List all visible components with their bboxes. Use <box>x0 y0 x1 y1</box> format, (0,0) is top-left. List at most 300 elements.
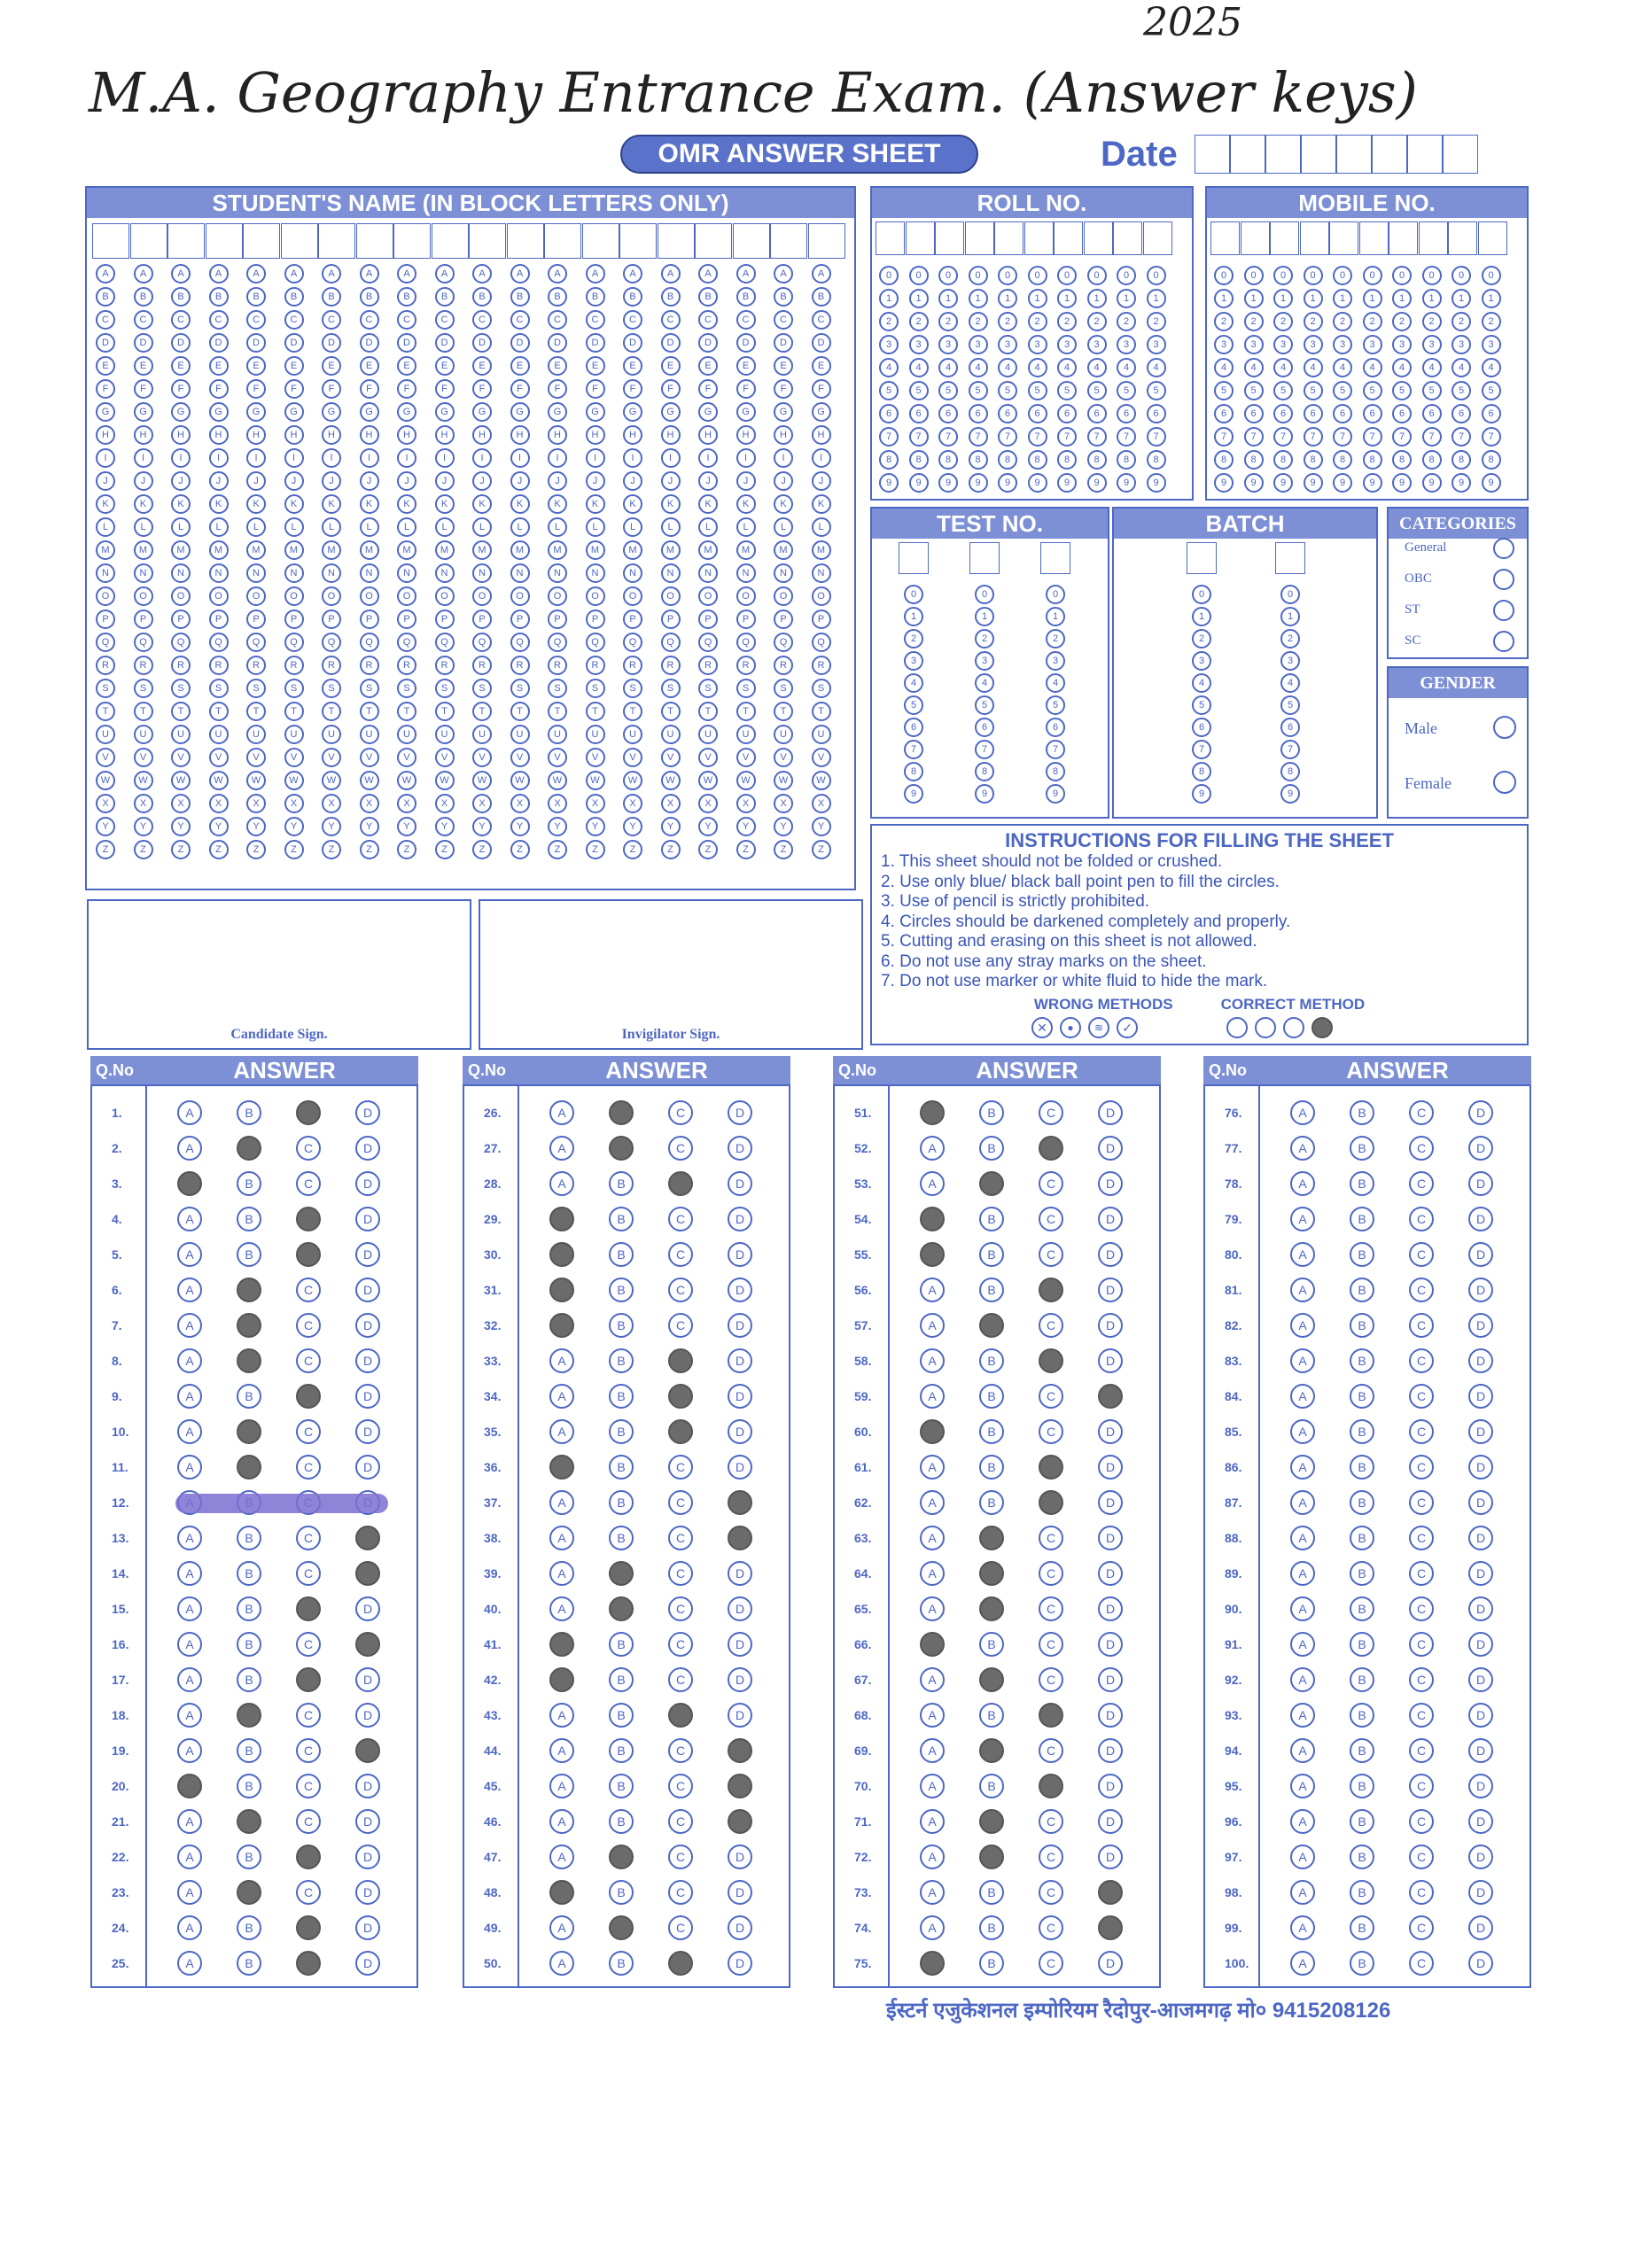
answer-bubble[interactable] <box>549 1880 574 1905</box>
digit-bubble[interactable]: 9 <box>1028 473 1047 493</box>
digit-bubble[interactable]: 7 <box>1280 740 1300 759</box>
digit-bubble[interactable]: 2 <box>1363 312 1382 331</box>
digit-bubble[interactable]: 0 <box>1422 266 1442 285</box>
name-letter-bubble[interactable]: Q <box>510 633 530 652</box>
digit-bubble[interactable]: 2 <box>879 312 899 331</box>
name-letter-bubble[interactable]: S <box>209 679 229 698</box>
name-letter-bubble[interactable]: W <box>134 771 153 790</box>
answer-bubble[interactable]: B <box>1350 1880 1374 1905</box>
name-letter-bubble[interactable]: D <box>623 333 642 353</box>
answer-bubble[interactable]: A <box>177 1667 202 1692</box>
name-letter-bubble[interactable]: X <box>812 794 831 813</box>
answer-bubble[interactable]: A <box>549 1774 574 1798</box>
digit-bubble[interactable]: 3 <box>1028 335 1047 354</box>
digit-bubble[interactable]: 5 <box>1280 695 1300 715</box>
name-letter-bubble[interactable]: E <box>698 356 718 376</box>
name-letter-bubble[interactable]: U <box>171 725 191 744</box>
name-letter-bubble[interactable]: C <box>586 310 605 330</box>
digit-bubble[interactable]: 4 <box>1046 673 1065 693</box>
digit-bubble[interactable]: 5 <box>1452 381 1471 400</box>
answer-bubble[interactable] <box>1039 1490 1063 1515</box>
digit-bubble[interactable]: 5 <box>969 381 988 400</box>
name-letter-bubble[interactable]: K <box>96 494 115 514</box>
name-letter-bubble[interactable]: I <box>246 448 266 468</box>
digit-bubble[interactable]: 8 <box>938 450 958 470</box>
name-letter-bubble[interactable]: Y <box>623 817 642 836</box>
name-letter-bubble[interactable]: K <box>134 494 153 514</box>
name-letter-bubble[interactable]: P <box>510 610 530 629</box>
answer-bubble[interactable]: C <box>1039 1880 1063 1905</box>
answer-bubble[interactable]: C <box>1409 1278 1434 1302</box>
answer-bubble[interactable]: D <box>1098 1455 1123 1480</box>
name-letter-bubble[interactable]: G <box>171 402 191 422</box>
answer-bubble[interactable]: C <box>1039 1915 1063 1940</box>
name-letter-bubble[interactable]: E <box>472 356 492 376</box>
digit-bubble[interactable]: 0 <box>969 266 988 285</box>
answer-bubble[interactable]: C <box>1409 1738 1434 1763</box>
name-letter-bubble[interactable]: T <box>661 702 681 721</box>
name-letter-bubble[interactable]: P <box>623 610 642 629</box>
name-letter-bubble[interactable]: R <box>698 656 718 675</box>
answer-bubble[interactable]: C <box>1039 1845 1063 1869</box>
answer-bubble[interactable]: D <box>355 1419 380 1444</box>
name-letter-bubble[interactable]: W <box>623 771 642 790</box>
name-letter-bubble[interactable]: I <box>623 448 642 468</box>
answer-bubble[interactable]: A <box>549 1596 574 1621</box>
name-letter-bubble[interactable]: W <box>322 771 341 790</box>
name-letter-bubble[interactable]: Z <box>209 840 229 859</box>
digit-bubble[interactable]: 8 <box>998 450 1017 470</box>
digit-bubble[interactable]: 5 <box>1057 381 1077 400</box>
digit-bubble[interactable]: 7 <box>909 427 929 447</box>
digit-bubble[interactable]: 9 <box>904 784 923 804</box>
digit-bubble[interactable]: 7 <box>1057 427 1077 447</box>
answer-bubble[interactable]: C <box>1409 1880 1434 1905</box>
digit-bubble[interactable]: 4 <box>879 358 899 377</box>
name-letter-bubble[interactable]: D <box>736 333 756 353</box>
name-letter-bubble[interactable]: Q <box>209 633 229 652</box>
answer-bubble[interactable]: C <box>1409 1596 1434 1621</box>
name-letter-bubble[interactable]: S <box>246 679 266 698</box>
name-letter-bubble[interactable]: X <box>96 794 115 813</box>
name-letter-bubble[interactable]: E <box>171 356 191 376</box>
answer-bubble[interactable]: A <box>920 1596 945 1621</box>
answer-bubble[interactable]: C <box>668 1526 693 1550</box>
answer-bubble[interactable]: B <box>237 1596 261 1621</box>
name-letter-bubble[interactable]: Y <box>284 817 304 836</box>
name-letter-bubble[interactable]: Q <box>548 633 567 652</box>
name-letter-bubble[interactable]: C <box>246 310 266 330</box>
answer-bubble[interactable]: D <box>355 1809 380 1834</box>
answer-bubble[interactable]: C <box>1409 1313 1434 1338</box>
name-letter-bubble[interactable]: D <box>322 333 341 353</box>
answer-bubble[interactable]: A <box>1290 1384 1315 1409</box>
answer-bubble[interactable]: D <box>728 1703 752 1728</box>
answer-bubble[interactable]: A <box>177 1880 202 1905</box>
name-letter-bubble[interactable]: F <box>96 379 115 399</box>
name-letter-bubble[interactable]: L <box>548 517 567 537</box>
answer-bubble[interactable]: B <box>1350 1951 1374 1976</box>
name-letter-bubble[interactable]: C <box>134 310 153 330</box>
answer-bubble[interactable] <box>609 1561 634 1586</box>
digit-bubble[interactable]: 3 <box>1046 651 1065 671</box>
answer-bubble[interactable]: A <box>920 1348 945 1373</box>
name-letter-bubble[interactable]: G <box>623 402 642 422</box>
answer-bubble[interactable]: B <box>979 1278 1004 1302</box>
answer-bubble[interactable]: D <box>728 1348 752 1373</box>
digit-bubble[interactable]: 1 <box>938 289 958 308</box>
digit-entry-box[interactable] <box>965 221 994 255</box>
name-letter-bubble[interactable]: E <box>435 356 455 376</box>
digit-bubble[interactable]: 2 <box>1482 312 1501 331</box>
name-letter-bubble[interactable]: U <box>548 725 567 744</box>
digit-bubble[interactable]: 3 <box>1057 335 1077 354</box>
name-letter-box[interactable] <box>582 223 619 259</box>
answer-bubble[interactable]: B <box>237 1242 261 1267</box>
digit-entry-box[interactable] <box>1054 221 1083 255</box>
answer-bubble[interactable]: B <box>1350 1703 1374 1728</box>
name-letter-bubble[interactable]: Q <box>96 633 115 652</box>
digit-bubble[interactable]: 3 <box>1192 651 1211 671</box>
name-letter-bubble[interactable]: N <box>134 563 153 583</box>
name-letter-bubble[interactable]: B <box>774 287 793 307</box>
name-letter-bubble[interactable]: X <box>548 794 567 813</box>
name-letter-bubble[interactable]: X <box>209 794 229 813</box>
answer-bubble[interactable]: D <box>1098 1596 1123 1621</box>
answer-bubble[interactable]: D <box>355 1703 380 1728</box>
name-letter-bubble[interactable]: D <box>246 333 266 353</box>
digit-bubble[interactable]: 3 <box>1333 335 1352 354</box>
name-letter-bubble[interactable]: L <box>736 517 756 537</box>
name-letter-bubble[interactable]: C <box>360 310 379 330</box>
answer-bubble[interactable]: D <box>1468 1278 1493 1302</box>
answer-bubble[interactable]: A <box>177 1526 202 1550</box>
answer-bubble[interactable]: B <box>979 1951 1004 1976</box>
digit-bubble[interactable]: 9 <box>1422 473 1442 493</box>
name-letter-bubble[interactable]: I <box>397 448 416 468</box>
answer-bubble[interactable]: C <box>668 1632 693 1657</box>
answer-bubble[interactable]: C <box>1039 1171 1063 1196</box>
name-letter-bubble[interactable]: M <box>812 540 831 560</box>
name-letter-bubble[interactable]: K <box>209 494 229 514</box>
digit-bubble[interactable]: 4 <box>1280 673 1300 693</box>
answer-bubble[interactable] <box>979 1845 1004 1869</box>
name-letter-bubble[interactable]: M <box>435 540 455 560</box>
name-letter-bubble[interactable]: D <box>812 333 831 353</box>
name-letter-bubble[interactable]: O <box>397 586 416 606</box>
answer-bubble[interactable]: B <box>237 1100 261 1125</box>
digit-bubble[interactable]: 6 <box>1273 404 1293 423</box>
name-letter-bubble[interactable]: M <box>209 540 229 560</box>
digit-entry-box[interactable] <box>1329 221 1358 255</box>
name-letter-bubble[interactable]: E <box>586 356 605 376</box>
name-letter-bubble[interactable]: U <box>134 725 153 744</box>
name-letter-bubble[interactable]: U <box>246 725 266 744</box>
digit-bubble[interactable]: 6 <box>879 404 899 423</box>
name-letter-bubble[interactable]: H <box>435 425 455 445</box>
answer-bubble[interactable] <box>1039 1703 1063 1728</box>
name-letter-bubble[interactable]: W <box>171 771 191 790</box>
digit-bubble[interactable]: 6 <box>909 404 929 423</box>
digit-bubble[interactable]: 1 <box>879 289 899 308</box>
name-letter-bubble[interactable]: V <box>134 748 153 767</box>
digit-bubble[interactable]: 1 <box>909 289 929 308</box>
name-letter-bubble[interactable]: F <box>736 379 756 399</box>
digit-bubble[interactable]: 5 <box>938 381 958 400</box>
name-letter-bubble[interactable]: X <box>661 794 681 813</box>
answer-bubble[interactable] <box>728 1809 752 1834</box>
digit-bubble[interactable]: 4 <box>1147 358 1166 377</box>
name-letter-bubble[interactable]: K <box>435 494 455 514</box>
answer-bubble[interactable]: B <box>237 1171 261 1196</box>
name-letter-bubble[interactable]: J <box>435 471 455 491</box>
answer-bubble[interactable]: D <box>728 1632 752 1657</box>
answer-bubble[interactable]: C <box>1409 1632 1434 1657</box>
answer-bubble[interactable]: A <box>177 1384 202 1409</box>
answer-bubble[interactable]: C <box>296 1419 321 1444</box>
answer-bubble[interactable]: B <box>979 1880 1004 1905</box>
answer-bubble[interactable]: C <box>668 1136 693 1161</box>
gender-bubble[interactable] <box>1493 771 1516 794</box>
answer-bubble[interactable]: B <box>609 1455 634 1480</box>
digit-bubble[interactable]: 6 <box>938 404 958 423</box>
digit-bubble[interactable]: 8 <box>1192 762 1211 781</box>
answer-bubble[interactable]: D <box>1468 1703 1493 1728</box>
answer-bubble[interactable]: D <box>728 1951 752 1976</box>
digit-bubble[interactable]: 1 <box>1452 289 1471 308</box>
name-letter-bubble[interactable]: C <box>96 310 115 330</box>
name-letter-bubble[interactable]: S <box>812 679 831 698</box>
answer-bubble[interactable]: A <box>549 1915 574 1940</box>
name-letter-bubble[interactable]: F <box>586 379 605 399</box>
name-letter-bubble[interactable]: B <box>736 287 756 307</box>
name-letter-bubble[interactable]: K <box>510 494 530 514</box>
answer-bubble[interactable]: A <box>177 1207 202 1231</box>
answer-bubble[interactable]: D <box>1098 1100 1123 1125</box>
answer-bubble[interactable]: A <box>1290 1136 1315 1161</box>
name-letter-box[interactable] <box>130 223 167 259</box>
name-letter-bubble[interactable]: T <box>774 702 793 721</box>
digit-bubble[interactable]: 7 <box>1087 427 1107 447</box>
name-letter-bubble[interactable]: G <box>510 402 530 422</box>
answer-bubble[interactable]: D <box>1098 1703 1123 1728</box>
name-letter-bubble[interactable]: G <box>586 402 605 422</box>
digit-bubble[interactable]: 0 <box>998 266 1017 285</box>
name-letter-bubble[interactable]: M <box>774 540 793 560</box>
answer-bubble[interactable]: A <box>549 1845 574 1869</box>
answer-bubble[interactable]: A <box>1290 1207 1315 1231</box>
name-letter-bubble[interactable]: V <box>246 748 266 767</box>
answer-bubble[interactable]: D <box>1468 1419 1493 1444</box>
name-letter-bubble[interactable]: O <box>171 586 191 606</box>
name-letter-bubble[interactable]: F <box>472 379 492 399</box>
name-letter-bubble[interactable]: S <box>774 679 793 698</box>
name-letter-bubble[interactable]: X <box>397 794 416 813</box>
digit-bubble[interactable]: 5 <box>909 381 929 400</box>
digit-bubble[interactable]: 5 <box>1046 695 1065 715</box>
answer-bubble[interactable]: B <box>237 1667 261 1692</box>
name-letter-bubble[interactable]: Y <box>736 817 756 836</box>
name-letter-bubble[interactable]: L <box>472 517 492 537</box>
answer-bubble[interactable]: B <box>1350 1136 1374 1161</box>
digit-bubble[interactable]: 8 <box>1214 450 1234 470</box>
digit-bubble[interactable]: 4 <box>1392 358 1412 377</box>
category-bubble[interactable] <box>1493 631 1514 652</box>
answer-bubble[interactable]: C <box>296 1171 321 1196</box>
answer-bubble[interactable]: A <box>1290 1703 1315 1728</box>
answer-bubble[interactable]: A <box>1290 1845 1315 1869</box>
answer-bubble[interactable]: C <box>1409 1455 1434 1480</box>
digit-entry-box[interactable] <box>1419 221 1448 255</box>
name-letter-bubble[interactable]: W <box>698 771 718 790</box>
answer-bubble[interactable]: D <box>1098 1632 1123 1657</box>
answer-bubble[interactable]: C <box>1039 1419 1063 1444</box>
name-letter-bubble[interactable]: M <box>134 540 153 560</box>
digit-bubble[interactable]: 2 <box>1046 629 1065 649</box>
name-letter-bubble[interactable]: P <box>360 610 379 629</box>
digit-bubble[interactable]: 2 <box>998 312 1017 331</box>
name-letter-bubble[interactable]: B <box>548 287 567 307</box>
name-letter-bubble[interactable]: P <box>134 610 153 629</box>
name-letter-bubble[interactable]: P <box>698 610 718 629</box>
digit-entry-box[interactable] <box>1300 221 1329 255</box>
answer-bubble[interactable]: B <box>1350 1809 1374 1834</box>
name-letter-bubble[interactable]: W <box>586 771 605 790</box>
name-letter-bubble[interactable]: H <box>397 425 416 445</box>
answer-bubble[interactable]: D <box>1098 1667 1123 1692</box>
name-letter-bubble[interactable]: H <box>586 425 605 445</box>
name-letter-bubble[interactable]: O <box>96 586 115 606</box>
answer-bubble[interactable]: A <box>920 1880 945 1905</box>
digit-bubble[interactable]: 9 <box>1452 473 1471 493</box>
name-letter-bubble[interactable]: F <box>510 379 530 399</box>
answer-bubble[interactable]: A <box>177 1703 202 1728</box>
name-letter-bubble[interactable]: P <box>812 610 831 629</box>
digit-bubble[interactable]: 9 <box>1333 473 1352 493</box>
answer-bubble[interactable]: A <box>177 1455 202 1480</box>
name-letter-bubble[interactable]: R <box>284 656 304 675</box>
digit-bubble[interactable]: 1 <box>1028 289 1047 308</box>
name-letter-bubble[interactable]: Y <box>661 817 681 836</box>
name-letter-bubble[interactable]: Q <box>698 633 718 652</box>
answer-bubble[interactable]: A <box>549 1738 574 1763</box>
name-letter-bubble[interactable]: O <box>623 586 642 606</box>
name-letter-bubble[interactable]: D <box>472 333 492 353</box>
answer-bubble[interactable] <box>920 1419 945 1444</box>
name-letter-bubble[interactable]: T <box>548 702 567 721</box>
name-letter-bubble[interactable]: K <box>661 494 681 514</box>
digit-bubble[interactable]: 0 <box>1028 266 1047 285</box>
name-letter-bubble[interactable]: O <box>661 586 681 606</box>
digit-bubble[interactable]: 9 <box>1192 784 1211 804</box>
answer-bubble[interactable]: D <box>1468 1490 1493 1515</box>
name-letter-box[interactable] <box>619 223 657 259</box>
digit-entry-box[interactable] <box>1084 221 1113 255</box>
name-letter-bubble[interactable]: L <box>586 517 605 537</box>
digit-bubble[interactable]: 8 <box>1280 762 1300 781</box>
answer-bubble[interactable]: D <box>1098 1738 1123 1763</box>
name-letter-bubble[interactable]: B <box>284 287 304 307</box>
answer-bubble[interactable]: A <box>1290 1100 1315 1125</box>
answer-bubble[interactable]: A <box>1290 1632 1315 1657</box>
answer-bubble[interactable]: D <box>728 1242 752 1267</box>
name-letter-bubble[interactable]: K <box>322 494 341 514</box>
name-letter-bubble[interactable]: A <box>96 264 115 284</box>
digit-entry-box[interactable] <box>876 221 905 255</box>
answer-bubble[interactable]: C <box>1039 1207 1063 1231</box>
name-letter-bubble[interactable]: L <box>134 517 153 537</box>
answer-bubble[interactable]: A <box>549 1171 574 1196</box>
answer-bubble[interactable]: A <box>549 1703 574 1728</box>
name-letter-bubble[interactable]: N <box>510 563 530 583</box>
answer-bubble[interactable] <box>609 1100 634 1125</box>
answer-bubble[interactable]: C <box>1039 1313 1063 1338</box>
name-letter-bubble[interactable]: K <box>171 494 191 514</box>
digit-bubble[interactable]: 9 <box>1214 473 1234 493</box>
name-letter-bubble[interactable]: V <box>435 748 455 767</box>
digit-bubble[interactable]: 5 <box>1192 695 1211 715</box>
name-letter-bubble[interactable]: U <box>472 725 492 744</box>
answer-bubble[interactable]: C <box>1409 1774 1434 1798</box>
name-letter-box[interactable] <box>167 223 205 259</box>
name-letter-bubble[interactable]: J <box>209 471 229 491</box>
name-letter-bubble[interactable]: G <box>284 402 304 422</box>
digit-bubble[interactable]: 4 <box>938 358 958 377</box>
answer-bubble[interactable]: D <box>1098 1951 1123 1976</box>
answer-bubble[interactable]: A <box>1290 1738 1315 1763</box>
name-letter-bubble[interactable]: M <box>360 540 379 560</box>
name-letter-bubble[interactable]: Z <box>661 840 681 859</box>
name-letter-bubble[interactable]: Z <box>360 840 379 859</box>
answer-bubble[interactable]: A <box>1290 1880 1315 1905</box>
name-letter-bubble[interactable]: I <box>812 448 831 468</box>
name-letter-bubble[interactable]: N <box>698 563 718 583</box>
name-letter-bubble[interactable]: G <box>548 402 567 422</box>
answer-bubble[interactable]: A <box>1290 1419 1315 1444</box>
answer-bubble[interactable]: C <box>296 1703 321 1728</box>
name-letter-bubble[interactable]: B <box>435 287 455 307</box>
name-letter-bubble[interactable]: J <box>322 471 341 491</box>
answer-bubble[interactable]: A <box>1290 1455 1315 1480</box>
answer-bubble[interactable] <box>979 1171 1004 1196</box>
answer-bubble[interactable]: C <box>1039 1632 1063 1657</box>
digit-bubble[interactable]: 9 <box>1087 473 1107 493</box>
name-letter-bubble[interactable]: P <box>284 610 304 629</box>
name-letter-bubble[interactable]: X <box>246 794 266 813</box>
answer-bubble[interactable]: B <box>237 1738 261 1763</box>
name-letter-bubble[interactable]: C <box>209 310 229 330</box>
name-letter-bubble[interactable]: U <box>586 725 605 744</box>
answer-bubble[interactable]: D <box>728 1596 752 1621</box>
digit-entry-box[interactable] <box>1359 221 1389 255</box>
digit-bubble[interactable]: 7 <box>879 427 899 447</box>
answer-bubble[interactable] <box>979 1667 1004 1692</box>
name-letter-bubble[interactable]: Y <box>435 817 455 836</box>
digit-bubble[interactable]: 9 <box>1117 473 1136 493</box>
name-letter-bubble[interactable]: P <box>435 610 455 629</box>
name-letter-bubble[interactable]: N <box>96 563 115 583</box>
name-letter-bubble[interactable]: F <box>397 379 416 399</box>
digit-bubble[interactable]: 6 <box>1452 404 1471 423</box>
answer-bubble[interactable]: A <box>177 1419 202 1444</box>
name-letter-bubble[interactable]: T <box>171 702 191 721</box>
answer-bubble[interactable]: C <box>296 1632 321 1657</box>
name-letter-bubble[interactable]: M <box>510 540 530 560</box>
answer-bubble[interactable]: C <box>668 1596 693 1621</box>
answer-bubble[interactable] <box>609 1915 634 1940</box>
name-letter-bubble[interactable]: S <box>661 679 681 698</box>
name-letter-bubble[interactable]: K <box>397 494 416 514</box>
